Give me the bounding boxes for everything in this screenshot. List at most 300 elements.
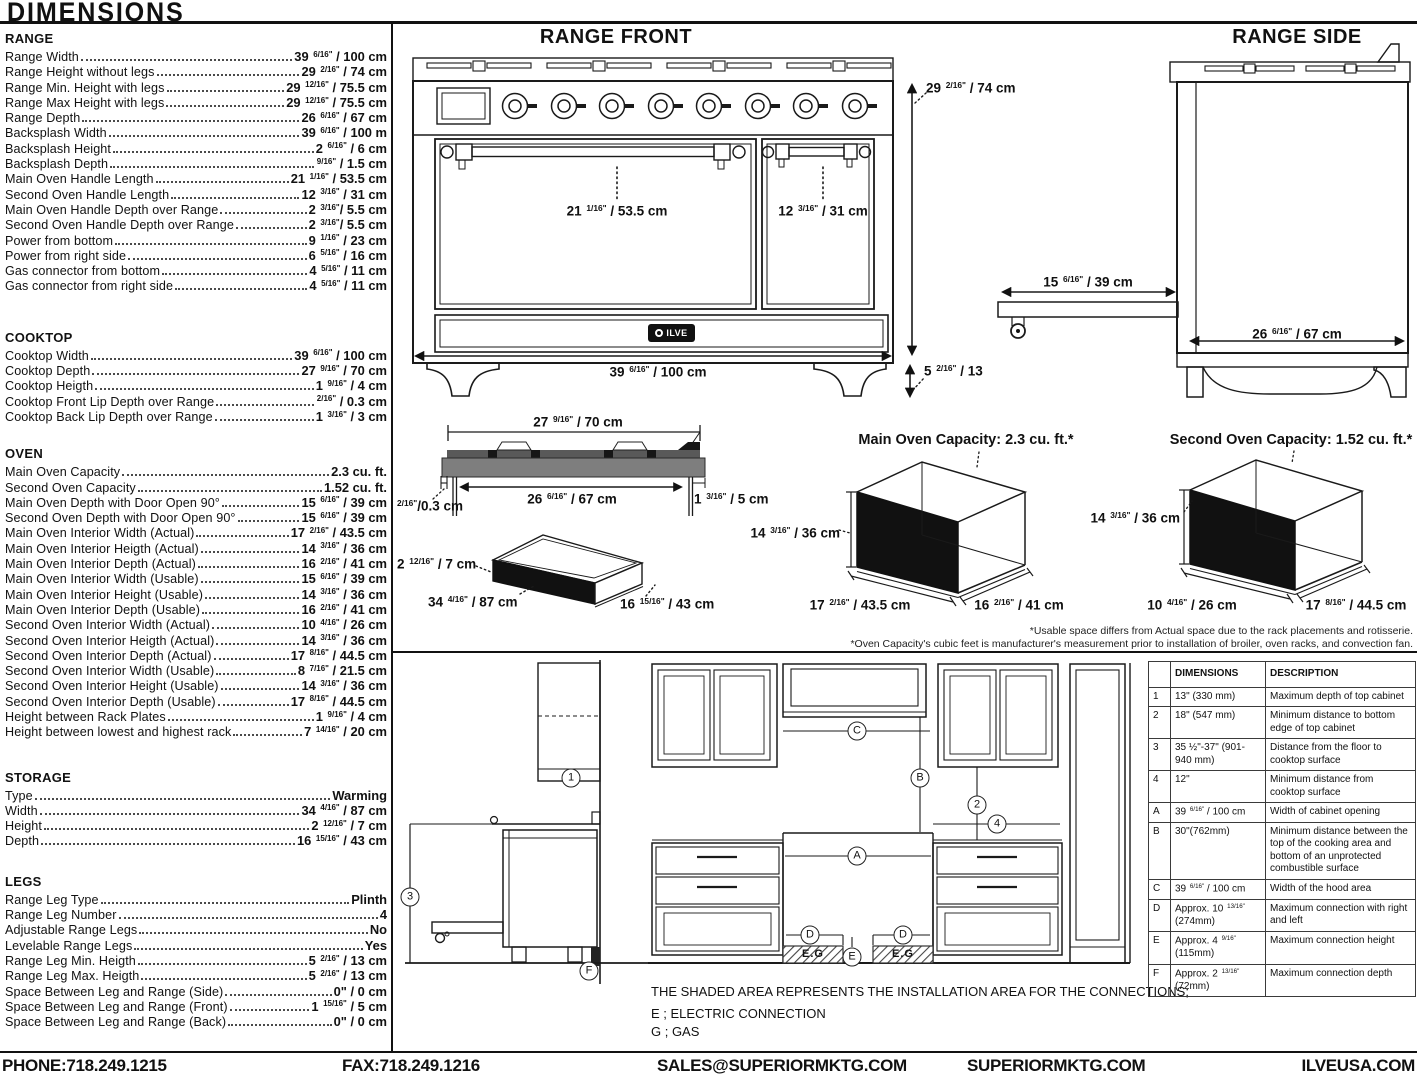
spec-row [5, 678, 387, 693]
footer-email: SALES@SUPERIORMKTG.COM [657, 1056, 907, 1075]
spec-label: Main Oven Capacity [5, 465, 121, 480]
dot-leader [122, 474, 329, 476]
install-note-title: THE SHADED AREA REPRESENTS THE INSTALLATION AREA FOR THE CONNECTIONS; [651, 984, 1189, 999]
spec-label: Power from right side [5, 248, 127, 263]
footer-site: SUPERIORMKTG.COM [967, 1056, 1146, 1075]
dot-leader [202, 612, 299, 614]
cell-description: Maximum depth of top cabinet [1266, 687, 1416, 707]
header-dimensions: DIMENSIONS [1171, 662, 1266, 688]
header-description: DESCRIPTION [1266, 662, 1416, 688]
spec-label: Main Oven Interior Width (Actual) [5, 526, 195, 541]
spec-label: Cooktop Width [5, 348, 89, 363]
callout-E: E [843, 948, 862, 967]
spec-row [5, 833, 387, 848]
spec-value: Plinth [351, 891, 387, 907]
callout-A: A [848, 847, 867, 866]
dot-leader [81, 59, 292, 61]
spec-row [5, 541, 387, 556]
spec-label: Range Width [5, 50, 79, 64]
spec-value: 0" / 0 cm [333, 1014, 387, 1030]
shaded-area-label-right: E.G [892, 948, 914, 960]
spec-label: Second Oven Depth with Door Open 90° [5, 511, 236, 526]
cell-ref: A [1149, 803, 1171, 823]
cell-description: Width of the hood area [1266, 879, 1416, 899]
callout-D-right: D [894, 926, 913, 945]
install-table-row [1149, 771, 1416, 803]
dot-leader [221, 688, 300, 690]
spec-row [5, 125, 387, 140]
spec-row [5, 263, 387, 278]
install-table-row [1149, 932, 1416, 964]
dot-leader [233, 734, 302, 736]
second-oven-height-dim: 14 $^{3/16"}$ / 36 cm [1090, 510, 1180, 526]
spec-label: Cooktop Back Lip Depth over Range [5, 409, 213, 424]
spec-value: 4 $^{5/16"}$ / 11 cm [309, 263, 387, 279]
dot-leader [201, 581, 300, 583]
spec-label: Height [5, 819, 43, 834]
spec-value: 16 $^{2/16"}$ / 41 cm [301, 556, 387, 572]
spec-row [5, 999, 387, 1014]
spec-row [5, 278, 387, 293]
spec-row [5, 648, 387, 663]
spec-row [5, 171, 387, 186]
spec-value: 39 $^{6/16"}$ / 100 cm [294, 49, 387, 64]
cell-dimensions: Approx. 2 $^{13/16"}$ (72mm) [1171, 964, 1266, 996]
spec-label: Range Depth [5, 111, 81, 126]
spec-row [5, 587, 387, 602]
dot-leader [238, 520, 300, 522]
cell-ref: D [1149, 899, 1171, 931]
spec-row [5, 788, 387, 803]
spec-section [5, 770, 387, 849]
spec-row [5, 187, 387, 202]
storage-width-dim: 34 $^{4/16"}$ / 87 cm [428, 594, 518, 610]
second-oven-width-dim: 10 $^{4/16"}$ / 26 cm [1147, 597, 1237, 613]
spec-row [5, 663, 387, 678]
spec-value: 14 $^{3/16"}$ / 36 cm [301, 632, 387, 648]
spec-label: Space Between Leg and Range (Back) [5, 1015, 227, 1030]
dot-leader [157, 74, 300, 76]
spec-value: 17 $^{2/16"}$ / 43.5 cm [290, 525, 387, 541]
spec-label: Cooktop Heigth [5, 379, 94, 394]
spec-label: Range Min. Height with legs [5, 80, 165, 95]
spec-label: Adjustable Range Legs [5, 923, 138, 938]
spec-row [5, 892, 387, 907]
spec-value: 2 $^{6/16"}$ / 6 cm [315, 140, 387, 156]
spec-row [5, 95, 387, 110]
spec-row [5, 495, 387, 510]
dot-leader [216, 404, 314, 406]
cell-dimensions: Approx. 4 $^{9/16"}$ (115mm) [1171, 932, 1266, 964]
range-front-title: RANGE FRONT [539, 26, 693, 48]
dot-leader [44, 828, 309, 830]
spec-value: 1 $^{9/16"}$ / 4 cm [315, 378, 387, 394]
spec-section [5, 446, 387, 739]
spec-row [5, 64, 387, 79]
spec-value: 1 $^{3/16"}$ / 3 cm [315, 408, 387, 424]
spec-label: Backsplash Height [5, 141, 112, 156]
install-note-electric: E ; ELECTRIC CONNECTION [651, 1006, 826, 1021]
dot-leader [41, 843, 295, 845]
cell-ref: 4 [1149, 771, 1171, 803]
dot-leader [228, 1024, 331, 1026]
spec-value: 2 $^{3/16"}$/ 5.5 cm [308, 217, 387, 233]
cell-dimensions: 39 $^{6/16"}$ / 100 cm [1171, 879, 1266, 899]
install-side-drawing [405, 660, 648, 984]
spec-value: 1 $^{9/16"}$ / 4 cm [315, 708, 387, 724]
spec-value: 29 $^{12/16"}$ / 75.5 cm [286, 94, 387, 110]
install-table-row [1149, 707, 1416, 739]
spec-value: 15 $^{6/16"}$ / 39 cm [301, 510, 387, 526]
cell-dimensions: 13" (330 mm) [1171, 687, 1266, 707]
spec-row [5, 394, 387, 409]
spec-value: 2.3 cu. ft. [331, 464, 387, 480]
spec-label: Second Oven Interior Width (Actual) [5, 618, 211, 633]
spec-label: Power from bottom [5, 233, 114, 248]
dot-leader [141, 978, 306, 980]
spec-label: Height between Rack Plates [5, 709, 166, 724]
callout-F: F [580, 962, 599, 981]
dot-leader [138, 963, 307, 965]
spec-label: Second Oven Interior Depth (Usable) [5, 694, 216, 709]
callout-B: B [911, 769, 930, 788]
range-side-drawing [998, 44, 1410, 397]
spec-label: Main Oven Interior Height (Usable) [5, 587, 203, 602]
spec-label: Range Leg Min. Heigth [5, 953, 136, 968]
spec-value: 4 [379, 907, 387, 923]
spec-value: $^{2/16"}$ / 0.3 cm [316, 393, 387, 409]
cell-dimensions: 35 ½"-37" (901-940 mm) [1171, 739, 1266, 771]
dot-leader [156, 181, 289, 183]
spec-label: Main Oven Depth with Door Open 90° [5, 495, 220, 510]
spec-value: 26 $^{6/16"}$ / 67 cm [301, 110, 387, 126]
spec-value: 34 $^{4/16"}$ / 87 cm [301, 802, 387, 818]
cell-ref: B [1149, 822, 1171, 879]
spec-row [5, 202, 387, 217]
dot-leader [134, 948, 362, 950]
dot-leader [214, 658, 289, 660]
spec-value: 29 $^{2/16"}$ / 74 cm [301, 64, 387, 80]
spec-row [5, 953, 387, 968]
dot-leader [82, 120, 299, 122]
spec-label: Depth [5, 834, 40, 849]
main-oven-capacity-drawing [839, 452, 1033, 606]
dot-leader [198, 566, 300, 568]
spec-value: 12 $^{3/16"}$ / 31 cm [301, 186, 387, 202]
cell-ref: 1 [1149, 687, 1171, 707]
spec-heading: STORAGE [5, 769, 72, 785]
range-side-title: RANGE SIDE [1232, 26, 1362, 48]
footer-brand-site: ILVEUSA.COM [1301, 1056, 1415, 1075]
install-elevation-drawing [648, 663, 1130, 963]
spec-sections [5, 31, 387, 1029]
spec-value: 5 $^{2/16"}$ / 13 cm [308, 968, 387, 984]
dot-leader [119, 917, 378, 919]
spec-value: 16 $^{15/16"}$ / 43 cm [297, 833, 387, 849]
spec-row [5, 818, 387, 833]
spec-value: 2 $^{3/16"}$/ 5.5 cm [308, 201, 387, 217]
cooktop-width-bottom-dim: 26 $^{6/16"}$ / 67 cm [527, 491, 617, 507]
dot-leader [196, 535, 288, 537]
spec-row [5, 156, 387, 171]
spec-row [5, 938, 387, 953]
callout-D-left: D [801, 926, 820, 945]
spec-row [5, 1014, 387, 1029]
spec-label: Second Oven Interior Heigth (Actual) [5, 633, 215, 648]
spec-value: 1.52 cu. ft. [323, 479, 387, 495]
callout-3: 3 [401, 888, 420, 907]
dot-leader [110, 166, 314, 168]
spec-value: 15 $^{6/16"}$ / 39 cm [301, 571, 387, 587]
spec-value: 14 $^{3/16"}$ / 36 cm [301, 540, 387, 556]
spec-label: Second Oven Interior Width (Usable) [5, 664, 215, 679]
callout-C: C [848, 722, 867, 741]
dot-leader [225, 994, 331, 996]
footer-fax: FAX:718.249.1216 [342, 1056, 480, 1075]
drawer-extension-dim: 15 $^{6/16"}$ / 39 cm [1043, 274, 1133, 290]
spec-value: 14 $^{3/16"}$ / 36 cm [301, 586, 387, 602]
install-table-header-row [1149, 662, 1416, 688]
dot-leader [201, 551, 300, 553]
dot-leader [175, 288, 307, 290]
dot-leader [230, 1009, 310, 1011]
main-handle-dim: 21 $^{1/16"}$ / 53.5 cm [566, 203, 668, 219]
dot-leader [109, 135, 300, 137]
second-oven-depth-dim: 17 $^{8/16"}$ / 44.5 cm [1305, 597, 1407, 613]
cell-description: Distance from the floor to cooktop surface [1266, 739, 1416, 771]
ilve-logo-badge [648, 324, 695, 342]
spec-row [5, 556, 387, 571]
main-oven-width-dim: 17 $^{2/16"}$ / 43.5 cm [809, 597, 911, 613]
install-table-row [1149, 964, 1416, 996]
footnote-usable-space: *Usable space differs from Actual space due to the rack placements and rotisserie. [1029, 625, 1413, 637]
spec-value: $^{9/16"}$ / 1.5 cm [316, 156, 387, 172]
spec-label: Main Oven Interior Depth (Actual) [5, 557, 196, 572]
spec-row [5, 464, 387, 479]
cell-description: Minimum distance from cooktop surface [1266, 771, 1416, 803]
spec-value: 1 $^{15/16"}$ / 5 cm [311, 998, 387, 1014]
spec-row [5, 378, 387, 393]
spec-value: 6 $^{5/16"}$ / 16 cm [308, 247, 387, 263]
spec-value: 17 $^{8/16"}$ / 44.5 cm [290, 647, 387, 663]
install-note-gas: G ; GAS [651, 1024, 700, 1039]
spec-value: 10 $^{4/16"}$ / 26 cm [301, 617, 387, 633]
spec-value: 29 $^{12/16"}$ / 75.5 cm [286, 79, 387, 95]
spec-row [5, 617, 387, 632]
cell-description: Maximum connection depth [1266, 964, 1416, 996]
dot-leader [222, 505, 300, 507]
spec-section [5, 31, 387, 294]
cell-description: Minimum distance between the top of the cooking area and bottom of an unprotected combustible surface [1266, 822, 1416, 879]
spec-value: Yes [364, 937, 387, 953]
spec-label: Space Between Leg and Range (Front) [5, 999, 228, 1014]
spec-heading: OVEN [5, 446, 44, 462]
spec-value: Warming [332, 787, 387, 803]
spec-label: Backsplash Width [5, 126, 107, 141]
page-title: DIMENSIONS [7, 0, 185, 27]
spec-label: Cooktop Front Lip Depth over Range [5, 394, 215, 409]
spec-row [5, 724, 387, 739]
spec-value: 17 $^{8/16"}$ / 44.5 cm [290, 693, 387, 709]
install-table-row [1149, 899, 1416, 931]
spec-label: Gas connector from bottom [5, 264, 161, 279]
spec-value: 14 $^{3/16"}$ / 36 cm [301, 678, 387, 694]
spec-label: Height between lowest and highest rack [5, 725, 232, 740]
spec-label: Range Leg Type [5, 892, 99, 907]
dot-leader [101, 902, 350, 904]
install-table-body [1149, 687, 1416, 997]
dot-leader [35, 798, 331, 800]
spec-row [5, 922, 387, 937]
spec-label: Main Oven Handle Length [5, 172, 154, 187]
spec-label: Range Height without legs [5, 65, 155, 80]
spec-section [5, 874, 387, 1030]
spec-label: Space Between Leg and Range (Side) [5, 984, 224, 999]
spec-label: Backsplash Depth [5, 157, 109, 172]
spec-label: Type [5, 788, 33, 803]
spec-section [5, 330, 387, 424]
dot-leader [212, 627, 299, 629]
spec-label: Width [5, 803, 38, 818]
dot-leader [236, 227, 307, 229]
header-ref [1149, 662, 1171, 688]
cell-dimensions: 12" [1171, 771, 1266, 803]
spec-value: 5 $^{2/16"}$ / 13 cm [308, 952, 387, 968]
storage-depth-dim: 16 $^{15/16"}$ / 43 cm [620, 596, 715, 612]
spec-label: Main Oven Handle Depth over Range [5, 202, 219, 217]
spec-heading: RANGE [5, 31, 54, 46]
dot-leader [40, 813, 300, 815]
spec-value: 39 $^{6/16"}$ / 100 cm [294, 347, 387, 363]
range-depth-dim: 26 $^{6/16"}$ / 67 cm [1252, 326, 1342, 342]
spec-row [5, 233, 387, 248]
spec-heading: COOKTOP [5, 329, 73, 345]
cell-ref: C [1149, 879, 1171, 899]
dot-leader [216, 673, 296, 675]
main-oven-capacity-title: Main Oven Capacity: 2.3 cu. ft.* [858, 432, 1074, 448]
spec-row [5, 409, 387, 424]
spec-value: 16 $^{2/16"}$ / 41 cm [301, 601, 387, 617]
spec-value: No [369, 922, 387, 938]
range-front-drawing [413, 58, 926, 396]
cell-ref: F [1149, 964, 1171, 996]
spec-row [5, 49, 387, 64]
dot-leader [162, 273, 307, 275]
spec-row [5, 141, 387, 156]
second-handle-dim: 12 $^{3/16"}$ / 31 cm [778, 203, 868, 219]
cell-dimensions: 39 $^{6/16"}$ / 100 cm [1171, 803, 1266, 823]
spec-row [5, 984, 387, 999]
dot-leader [113, 151, 314, 153]
spec-value: 15 $^{6/16"}$ / 39 cm [301, 494, 387, 510]
cooktop-front-lip-dim: $^{2/16"}$/0.3 cm [397, 498, 464, 514]
spec-row [5, 803, 387, 818]
spec-row [5, 80, 387, 95]
cell-ref: E [1149, 932, 1171, 964]
dot-leader [95, 388, 314, 390]
spec-row [5, 602, 387, 617]
cell-dimensions: 30"(762mm) [1171, 822, 1266, 879]
spec-label: Main Oven Interior Heigth (Actual) [5, 541, 199, 556]
dot-leader [218, 704, 289, 706]
dot-leader [168, 719, 314, 721]
spec-label: Range Leg Number [5, 908, 117, 923]
spec-value: 27 $^{9/16"}$ / 70 cm [301, 363, 387, 379]
ilve-logo-text: ILVE [666, 328, 688, 338]
second-oven-capacity-drawing [1179, 451, 1370, 603]
spec-label: Range Max Height with legs [5, 95, 165, 110]
shaded-area-label-left: E.G [802, 948, 824, 960]
dot-leader [216, 643, 299, 645]
spec-row [5, 709, 387, 724]
install-table-row [1149, 687, 1416, 707]
dot-leader [167, 90, 285, 92]
cell-ref: 2 [1149, 707, 1171, 739]
spec-heading: LEGS [5, 873, 42, 889]
main-oven-height-dim: 14 $^{3/16"}$ / 36 cm [750, 525, 840, 541]
spec-row [5, 110, 387, 125]
main-oven-depth-dim: 16 $^{2/16"}$ / 41 cm [974, 597, 1064, 613]
cell-ref: 3 [1149, 739, 1171, 771]
callout-1: 1 [562, 769, 581, 788]
spec-row [5, 480, 387, 495]
spec-value: 2 $^{12/16"}$ / 7 cm [311, 818, 387, 834]
spec-value: 39 $^{6/16"}$ / 100 m [301, 125, 387, 141]
footnote-capacity: *Oven Capacity's cubic feet is manufacturer's measurement prior to installation of broiler, oven racks, and convection fan. [850, 638, 1413, 650]
spec-row [5, 571, 387, 586]
spec-row [5, 217, 387, 232]
cell-description: Minimum distance to bottom edge of top cabinet [1266, 707, 1416, 739]
second-oven-capacity-title: Second Oven Capacity: 1.52 cu. ft.* [1169, 432, 1413, 448]
spec-label: Second Oven Interior Depth (Actual) [5, 648, 212, 663]
spec-label: Range Leg Max. Heigth [5, 969, 140, 984]
cell-dimensions: Approx. 10 $^{13/16"}$ (274mm) [1171, 899, 1266, 931]
spec-label: Gas connector from right side [5, 279, 174, 294]
dot-leader [139, 932, 367, 934]
footer-phone: PHONE:718.249.1215 [2, 1056, 167, 1075]
range-width-dim: 39 $^{6/16"}$ / 100 cm [609, 364, 707, 380]
dot-leader [128, 258, 307, 260]
spec-row [5, 907, 387, 922]
cell-description: Maximum connection height [1266, 932, 1416, 964]
dot-leader [115, 243, 307, 245]
spec-label: Second Oven Handle Length [5, 187, 170, 202]
spec-row [5, 363, 387, 378]
spec-label: Levelable Range Legs [5, 938, 133, 953]
storage-height-dim: 2 $^{12/16"}$ / 7 cm [397, 556, 477, 572]
dot-leader [138, 490, 322, 492]
spec-row [5, 510, 387, 525]
spec-label: Second Oven Capacity [5, 480, 136, 495]
install-table-row [1149, 739, 1416, 771]
spec-label: Main Oven Interior Width (Usable) [5, 572, 199, 587]
cell-description: Width of cabinet opening [1266, 803, 1416, 823]
spec-value: 7 $^{14/16"}$ / 20 cm [304, 724, 387, 740]
spec-row [5, 348, 387, 363]
spec-label: Cooktop Depth [5, 364, 91, 379]
dot-leader [205, 597, 299, 599]
cooktop-back-lip-dim: 1 $^{3/16"}$ / 5 cm [694, 491, 769, 507]
callout-2: 2 [968, 796, 987, 815]
dot-leader [91, 358, 292, 360]
leg-height-dim: 5 $^{2/16"}$ / 13 [924, 363, 983, 379]
install-table-row [1149, 879, 1416, 899]
spec-row [5, 694, 387, 709]
cooktop-width-top-dim: 27 $^{9/16"}$ / 70 cm [533, 414, 623, 430]
range-height-dim: 29 $^{2/16"}$ / 74 cm [926, 80, 1016, 96]
spec-label: Main Oven Interior Depth (Usable) [5, 602, 201, 617]
callout-4: 4 [988, 815, 1007, 834]
